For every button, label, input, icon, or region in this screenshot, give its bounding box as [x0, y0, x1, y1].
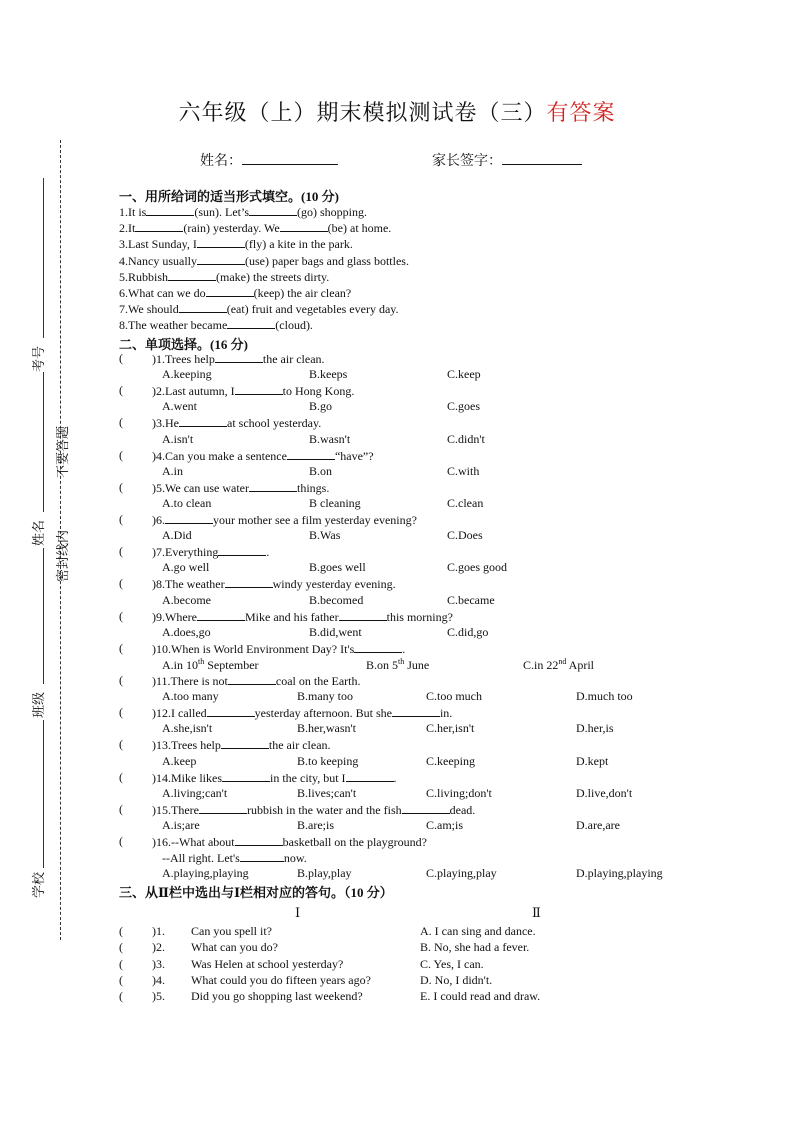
choice-question: )7.Everything . [152, 545, 270, 560]
question-text: 11.There is not [156, 674, 228, 688]
choice-question: )13.Trees help the air clean. [152, 738, 331, 753]
match-question: What could you do fifteen years ago? [191, 972, 371, 987]
answer-blank[interactable] [402, 802, 450, 814]
name-field[interactable] [200, 150, 338, 170]
ordinal-suffix: th [398, 656, 405, 666]
option[interactable]: C.with [447, 463, 480, 478]
option[interactable]: D.playing,playing [576, 866, 663, 881]
answer-paren[interactable]: ( [119, 673, 123, 687]
question-text: 16.--What about [156, 835, 235, 849]
question-text: at school yesterday. [227, 416, 322, 431]
option[interactable]: A.Did [162, 528, 192, 543]
kaohao-line [43, 178, 44, 338]
choice-question-line2 [162, 850, 307, 866]
option[interactable]: A.in [162, 463, 183, 478]
answer-blank[interactable] [339, 609, 387, 621]
option[interactable]: C.didn't [447, 431, 485, 446]
question-text: (rain) yesterday. We [183, 221, 280, 236]
match-answer: D. No, I didn't. [420, 972, 493, 987]
question-text: 14.Mike likes [156, 770, 222, 785]
option[interactable]: C.goes [447, 399, 480, 414]
choice-question: )9.Where Mike and his father this morning? [152, 609, 453, 624]
answer-blank[interactable] [222, 770, 270, 782]
title-answer-tag: 有答案 [546, 100, 616, 125]
parent-signature-blank[interactable] [502, 150, 582, 165]
question-text: (go) shopping. [297, 205, 367, 219]
section1-heading: 一、用所给词的适当形式填空。(10 分) [119, 189, 339, 204]
answer-paren[interactable]: ( [119, 737, 123, 752]
match-answer: A. I can sing and dance. [420, 924, 536, 938]
question-text: in the city, but I [270, 770, 346, 785]
choice-question: )10.When is World Environment Day? It's . [152, 641, 406, 656]
class-line [43, 548, 44, 684]
answer-blank[interactable] [280, 220, 328, 232]
answer-blank[interactable] [168, 269, 216, 281]
option[interactable]: B.did,went [309, 624, 362, 639]
option[interactable]: B.keeps [309, 367, 348, 382]
question-text: dead. [449, 802, 476, 817]
question-text: yesterday afternoon. But she [254, 706, 392, 721]
choice-question: )2.Last autumn, I to Hong Kong. [152, 384, 355, 399]
option[interactable]: A.isn't [162, 431, 194, 446]
option[interactable]: B.lives;can't [297, 785, 357, 800]
question-number: )5. [152, 989, 165, 1004]
name-label: 姓名： [200, 154, 242, 169]
question-text: (use) paper bags and glass bottles. [244, 253, 409, 268]
answer-blank[interactable] [225, 576, 273, 588]
answer-paren[interactable]: ( [119, 989, 123, 1004]
question-text: 10.When is World Environment Day? It's [156, 641, 355, 656]
no-answer-label: 不要答题 [55, 425, 70, 478]
choice-question: )8.The weather windy yesterday evening. [152, 577, 396, 592]
question-text: 15.There [156, 802, 199, 817]
option[interactable]: C.am;is [426, 817, 464, 832]
option[interactable]: C.playing,play [426, 866, 497, 881]
choice-question: )15.There rubbish in the water and the fish dead. [152, 802, 476, 817]
answer-paren[interactable]: ( [119, 769, 123, 784]
question-text: --All right. Let's [162, 851, 240, 866]
option[interactable]: B cleaning [309, 495, 361, 510]
answer-blank[interactable] [165, 512, 213, 524]
option[interactable] [523, 657, 594, 673]
ordinal-suffix: th [198, 656, 205, 666]
option[interactable]: C.keep [447, 367, 481, 382]
answer-paren[interactable]: ( [119, 447, 123, 462]
option[interactable]: B.becomed [309, 592, 364, 607]
question-text: 3.He [156, 416, 179, 431]
option[interactable]: B.go [309, 399, 333, 414]
question-text: 8.The weather became [119, 318, 228, 333]
question-text: 5.We can use water [156, 480, 249, 495]
answer-paren[interactable]: ( [119, 415, 123, 430]
answer-blank[interactable] [240, 850, 284, 862]
answer-blank[interactable] [392, 705, 440, 717]
answer-blank[interactable] [354, 641, 402, 653]
option[interactable]: A.she,isn't [162, 721, 213, 736]
question-text: 4.Can you make a sentence [156, 448, 287, 463]
choice-question: )16.--What about basketball on the playground? [152, 835, 427, 849]
question-text: 6. [156, 513, 165, 527]
option[interactable]: D.much too [576, 689, 633, 704]
question-number: )3. [152, 956, 165, 971]
question-text: 5.Rubbish [119, 269, 169, 284]
option[interactable]: A.become [162, 592, 211, 607]
answer-blank[interactable] [197, 609, 245, 621]
option[interactable]: A.is;are [162, 817, 200, 832]
option[interactable] [162, 657, 259, 673]
question-text: 3.Last Sunday, I [119, 237, 197, 252]
answer-blank[interactable] [228, 673, 276, 685]
column-2-header: Ⅱ [532, 905, 541, 920]
question-text: . [402, 641, 406, 656]
answer-blank[interactable] [179, 301, 227, 313]
ordinal-suffix: nd [558, 656, 567, 666]
option[interactable]: B.goes well [309, 560, 366, 575]
question-text: to Hong Kong. [282, 384, 355, 399]
answer-paren[interactable]: ( [119, 940, 123, 955]
answer-blank[interactable] [215, 351, 263, 363]
section3-heading: 三、从Ⅱ栏中选出与Ⅰ栏相对应的答句。（10 分） [119, 885, 393, 900]
answer-paren[interactable]: ( [119, 801, 123, 816]
option[interactable]: C.goes good [447, 560, 507, 575]
option[interactable]: B.her,wasn't [297, 721, 357, 736]
option[interactable]: D.her,is [576, 721, 614, 736]
title-main: 六年级（上）期末模拟测试卷（三） [178, 100, 547, 125]
question-text: (fly) a kite in the park. [244, 237, 353, 252]
answer-blank[interactable] [207, 705, 255, 717]
match-question: Can you spell it? [191, 924, 272, 938]
question-text: “have”? [334, 448, 374, 463]
answer-paren[interactable]: ( [119, 608, 123, 623]
answer-paren[interactable]: ( [119, 351, 123, 365]
fill-in-question [119, 269, 329, 285]
answer-paren[interactable]: ( [119, 956, 123, 971]
question-text: 8.The weather [156, 577, 225, 592]
choice-question: )5.We can use water things. [152, 480, 330, 495]
option-text: September [204, 657, 259, 672]
answer-blank[interactable] [218, 544, 266, 556]
option[interactable]: B.Was [309, 528, 341, 543]
option[interactable]: C.clean [447, 495, 484, 510]
answer-paren[interactable]: ( [119, 383, 123, 398]
option-text: A.in 10 [162, 657, 198, 672]
fill-in-question [119, 317, 313, 333]
option[interactable]: C.did,go [447, 624, 489, 639]
match-answer: B. No, she had a fever. [420, 940, 530, 955]
question-text: (be) at home. [327, 221, 392, 236]
fill-in-question [119, 236, 353, 252]
question-number: )4. [152, 972, 165, 987]
question-text: your mother see a film yesterday evening? [213, 513, 417, 527]
student-name-label: 姓名 [31, 519, 46, 546]
name-line [43, 372, 44, 512]
question-text: 13.Trees help [156, 738, 221, 753]
question-text: 2.It [119, 221, 136, 236]
match-answer: E. I could read and draw. [420, 989, 541, 1004]
option[interactable]: C.Does [447, 528, 483, 543]
fill-in-question [119, 253, 409, 269]
fill-in-question [119, 285, 351, 301]
option[interactable]: A.go well [162, 560, 210, 575]
option[interactable]: A.living;can't [162, 785, 228, 800]
question-text: things. [297, 480, 330, 495]
page-title [0, 96, 794, 127]
question-text: the air clean. [268, 738, 331, 753]
question-text: 7.Everything [156, 545, 219, 560]
option[interactable]: D.live,don't [576, 785, 633, 800]
option[interactable]: C.her,isn't [426, 721, 475, 736]
question-text: windy yesterday evening. [272, 577, 396, 592]
question-text: basketball on the playground? [282, 835, 427, 849]
option[interactable]: A.went [162, 399, 197, 414]
answer-blank[interactable] [249, 480, 297, 492]
question-text: . [266, 545, 270, 560]
option-text: C.in 22 [523, 657, 559, 672]
answer-blank[interactable] [179, 415, 227, 427]
fill-in-question [119, 204, 367, 220]
seal-label: 密封线内 [55, 529, 70, 582]
question-text: 1.It is [119, 205, 147, 219]
option[interactable]: B.are;is [297, 817, 334, 832]
question-text: in. [439, 706, 453, 721]
match-question: Did you go shopping last weekend? [191, 989, 363, 1004]
question-text: (eat) fruit and vegetables every day. [226, 302, 399, 317]
question-text: rubbish in the water and the fish [246, 802, 402, 817]
answer-paren[interactable]: ( [119, 544, 123, 559]
school-line [43, 720, 44, 868]
option[interactable]: A.keep [162, 753, 197, 768]
section2-heading: 二、单项选择。(16 分) [119, 337, 248, 352]
question-text: this morning? [386, 609, 453, 624]
answer-blank[interactable] [287, 448, 335, 460]
option-text: B.on 5 [366, 657, 399, 672]
answer-blank[interactable] [197, 253, 245, 265]
option[interactable]: A.keeping [162, 367, 212, 382]
choice-question: )6. your mother see a film yesterday evening? [152, 513, 417, 527]
answer-blank[interactable] [346, 770, 394, 782]
option[interactable]: C.living;don't [426, 785, 492, 800]
question-text: (make) the streets dirty. [216, 269, 330, 284]
class-label: 班级 [31, 691, 46, 718]
choice-question: )3.He at school yesterday. [152, 416, 322, 431]
answer-paren[interactable]: ( [119, 479, 123, 494]
column-1-header: Ⅰ [295, 905, 301, 920]
question-text: coal on the Earth. [275, 674, 361, 688]
fill-in-question [119, 301, 399, 317]
answer-blank[interactable] [135, 220, 183, 232]
option-text: June [404, 657, 430, 672]
answer-blank[interactable] [235, 834, 283, 846]
question-text: 7.We should [119, 302, 179, 317]
option[interactable]: C.keeping [426, 753, 475, 768]
match-question: What can you do? [191, 940, 278, 955]
answer-blank[interactable] [235, 383, 283, 395]
question-text: 12.I called [156, 706, 207, 721]
answer-paren[interactable]: ( [119, 834, 123, 848]
question-number: )1. [152, 924, 165, 938]
parent-signature-field[interactable] [432, 150, 582, 170]
answer-blank[interactable] [221, 737, 269, 749]
option[interactable]: B.on [309, 463, 333, 478]
question-text: the air clean. [262, 352, 325, 366]
option[interactable]: B.play,play [297, 866, 352, 881]
answer-blank[interactable] [249, 204, 297, 216]
match-question: Was Helen at school yesterday? [191, 956, 344, 971]
answer-blank[interactable] [227, 317, 275, 329]
answer-paren[interactable]: ( [119, 924, 123, 938]
answer-blank[interactable] [146, 204, 194, 216]
option[interactable]: A.does,go [162, 624, 211, 639]
question-text: 2.Last autumn, I [156, 384, 235, 399]
option[interactable]: A.playing,playing [162, 866, 249, 881]
question-text: 4.Nancy usually [119, 253, 197, 268]
question-text: now. [283, 851, 307, 866]
option[interactable]: B.to keeping [297, 753, 359, 768]
name-blank[interactable] [242, 150, 338, 165]
option-text: April [566, 657, 595, 672]
answer-paren[interactable]: ( [119, 640, 123, 655]
answer-paren[interactable]: ( [119, 705, 123, 720]
choice-question: )1.Trees help the air clean. [152, 352, 325, 366]
match-answer: C. Yes, I can. [420, 956, 484, 971]
question-text: 6.What can we do [119, 286, 206, 300]
question-number: )2. [152, 940, 165, 955]
choice-question: )12.I called yesterday afternoon. But she in. [152, 706, 453, 721]
question-text: Mike and his father [244, 609, 339, 624]
option[interactable]: A.to clean [162, 495, 212, 510]
option[interactable] [366, 657, 429, 673]
option[interactable]: C.became [447, 592, 495, 607]
option[interactable]: D.kept [576, 753, 609, 768]
kaohao-label: 考号 [31, 345, 46, 372]
answer-blank[interactable] [199, 802, 247, 814]
question-text: (cloud). [275, 318, 313, 333]
answer-paren[interactable]: ( [119, 576, 123, 591]
option[interactable]: D.are,are [576, 817, 620, 832]
question-text: . [393, 770, 397, 785]
option[interactable]: B.many too [297, 689, 353, 704]
choice-question: )11.There is not coal on the Earth. [152, 674, 361, 688]
fill-in-question [119, 220, 391, 236]
answer-paren[interactable]: ( [119, 512, 123, 526]
school-label: 学校 [31, 871, 46, 898]
choice-question: )4.Can you make a sentence “have”? [152, 448, 374, 463]
parent-signature-label: 家长签字： [432, 154, 502, 169]
answer-blank[interactable] [197, 236, 245, 248]
answer-paren[interactable]: ( [119, 972, 123, 987]
question-text: 9.Where [156, 609, 197, 624]
question-text: (keep) the air clean? [253, 286, 352, 300]
choice-question: )14.Mike likes in the city, but I . [152, 770, 397, 785]
option[interactable]: A.too many [162, 689, 219, 704]
option[interactable]: B.wasn't [309, 431, 351, 446]
question-text: (sun). Let’s [194, 205, 249, 219]
answer-blank[interactable] [206, 285, 254, 297]
option[interactable]: C.too much [426, 689, 482, 704]
question-text: 1.Trees help [156, 352, 215, 366]
